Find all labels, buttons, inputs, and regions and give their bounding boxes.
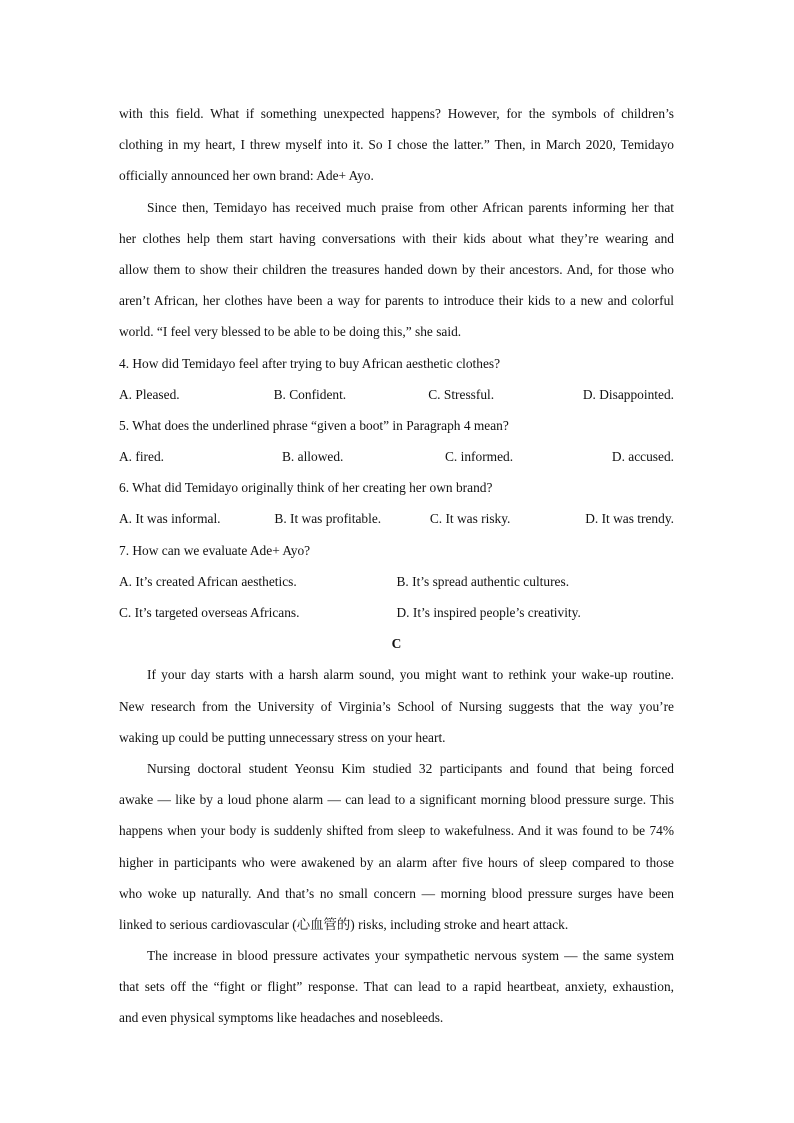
text-line: happens when your body is suddenly shifted from sleep to wakefulness. And it was found to be 74% [119,823,674,839]
text-line: world. “I feel very blessed to be able to be doing this,” she said. [119,324,462,340]
text-line: The increase in blood pressure activates your sympathetic nervous system — the same system [147,948,674,964]
question-stem: 4. How did Temidayo feel after trying to buy African aesthetic clothes? [119,355,501,371]
answer-option[interactable]: D. It was trendy. [585,511,674,527]
text-line: linked to serious cardiovascular (心血管的) risks, including stroke and heart attack. [119,916,569,932]
answer-option[interactable]: D. Disappointed. [582,386,674,402]
option-row [119,597,674,628]
text-line: clothing in my heart, I threw myself into it. So I chose the latter.” Then, in March 2020, Temidayo [119,137,674,153]
text-line: who woke up naturally. And that’s no small concern — morning blood pressure surges have been [119,885,674,901]
answer-option[interactable]: A. It’s created African aesthetics. [119,573,297,589]
document-page [119,98,674,1034]
text-line: Since then, Temidayo has received much praise from other African parents informing her that [147,199,674,215]
text-line: New research from the University of Virginia’s School of Nursing suggests that the way you’re [119,698,674,714]
question-stem: 7. How can we evaluate Ade+ Ayo? [119,542,311,558]
text-line: Nursing doctoral student Yeonsu Kim studied 32 participants and found that being forced [147,760,674,776]
text-line: with this field. What if something unexpected happens? However, for the symbols of children’s [119,106,674,121]
answer-option[interactable]: A. Pleased. [119,386,180,402]
passage-c [119,659,674,1033]
text-line: and even physical symptoms like headaches and nosebleeds. [119,1010,444,1026]
option-row [119,503,674,534]
answer-option[interactable]: A. It was informal. [119,511,221,527]
text-line: higher in participants who were awakened by an alarm after five hours of sleep compared to those [119,854,674,870]
answer-option[interactable]: C. informed. [445,449,514,465]
answer-option[interactable]: A. fired. [119,449,164,465]
text-line: her clothes help them start having conversations with their kids about what they’re wearing and [119,230,674,246]
answer-option[interactable]: D. It’s inspired people’s creativity. [396,605,581,620]
answer-option[interactable]: C. It’s targeted overseas Africans. [119,605,300,620]
question-stem: 6. What did Temidayo originally think of her creating her own brand? [119,480,493,496]
answer-option[interactable]: D. accused. [611,449,674,465]
question-list [119,348,674,629]
option-row [119,441,674,472]
text-line: waking up could be putting unnecessary stress on your heart. [119,729,446,745]
option-row [119,566,674,597]
passage-b-ending [119,98,674,348]
answer-option[interactable]: B. It was profitable. [274,511,382,527]
answer-option[interactable]: C. It was risky. [429,511,511,527]
text-line: aren’t African, her clothes have been a way for parents to introduce their kids to a new and colorful [119,293,674,309]
answer-option[interactable]: B. It’s spread authentic cultures. [396,573,570,589]
answer-option[interactable]: C. Stressful. [428,386,495,402]
text-line: If your day starts with a harsh alarm sound, you might want to rethink your wake-up routine. [147,667,674,683]
answer-option[interactable]: B. Confident. [273,386,347,402]
text-line: that sets off the “fight or flight” response. That can lead to a rapid heartbeat, anxiety, exhaustion, [119,979,674,995]
question-stem: 5. What does the underlined phrase “given a boot” in Paragraph 4 mean? [119,417,509,433]
option-row [119,379,674,410]
text-line: officially announced her own brand: Ade+ Ayo. [119,168,374,184]
section-title: C [391,636,402,652]
text-line: allow them to show their children the treasures handed down by their ancestors. And, for those who [119,261,674,277]
answer-option[interactable]: B. allowed. [282,449,344,465]
text-line: awake — like by a loud phone alarm — can lead to a significant morning blood pressure surge. This [119,792,674,808]
